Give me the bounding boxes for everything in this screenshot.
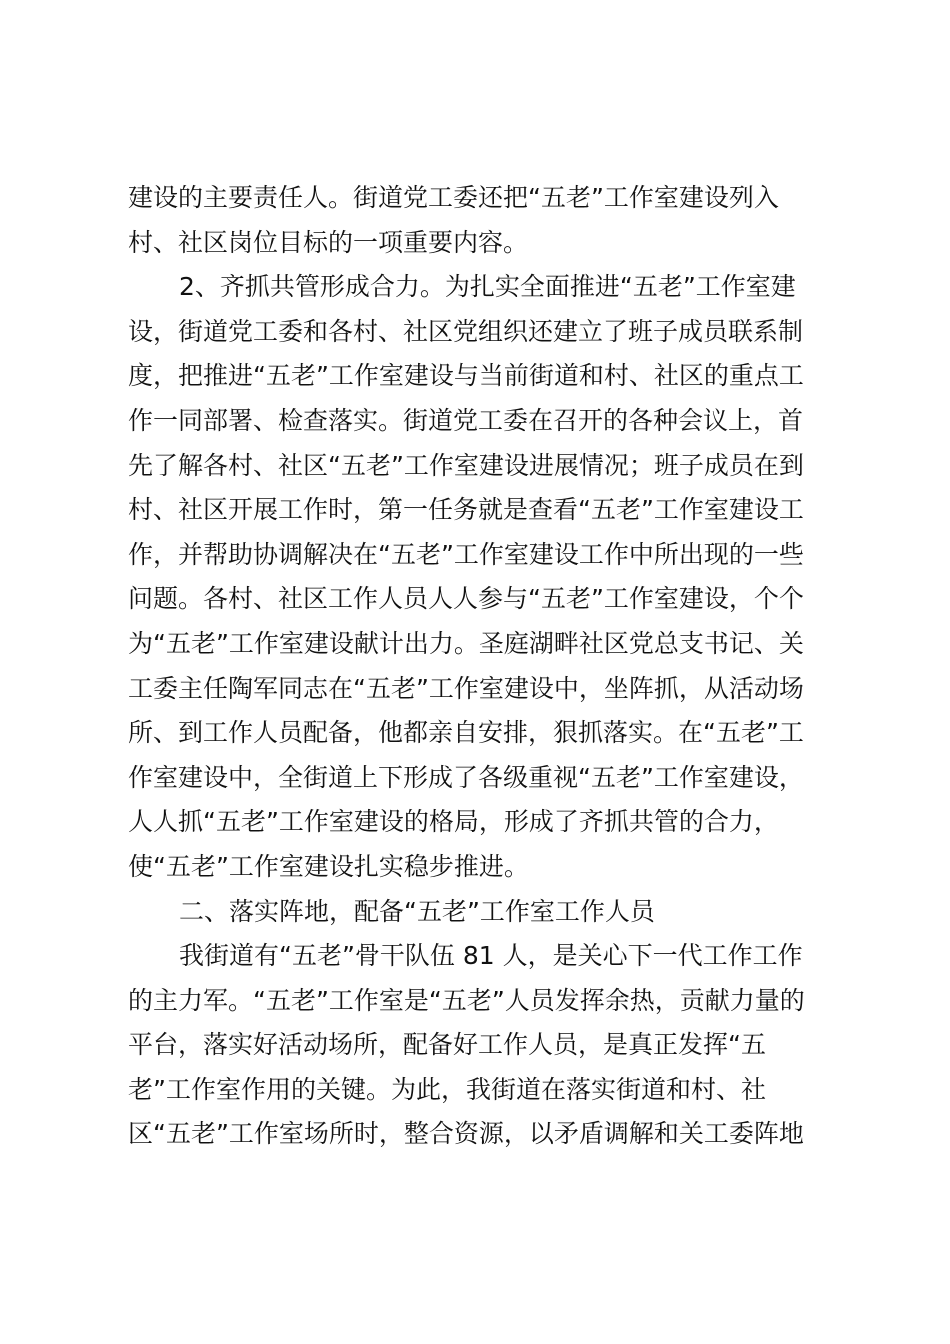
text-line: 村、社区开展工作时，第一任务就是查看“五老”工作室建设工 (128, 495, 804, 525)
text-line: 村、社区岗位目标的一项重要内容。 (128, 227, 529, 257)
section-heading: 二、落实阵地，配备“五老”工作室工作人员 (179, 896, 655, 926)
text-line: 设，街道党工委和各村、社区党组织还建立了班子成员联系制 (128, 316, 804, 346)
text-line: 作，并帮助协调解决在“五老”工作室建设工作中所出现的一些 (128, 539, 804, 569)
text-line: 先了解各村、社区“五老”工作室建设进展情况；班子成员在到 (128, 450, 804, 480)
text-line: 工委主任陶军同志在“五老”工作室建设中，坐阵抓，从活动场 (128, 673, 804, 703)
text-line: 人人抓“五老”工作室建设的格局，形成了齐抓共管的合力， (128, 807, 779, 837)
text-line: 的主力军。“五老”工作室是“五老”人员发挥余热，贡献力量的 (128, 985, 805, 1015)
text-line: 使“五老”工作室建设扎实稳步推进。 (128, 851, 529, 881)
text-line: 为“五老”工作室建设献计出力。圣庭湖畔社区党总支书记、关 (128, 628, 804, 658)
text-line: 平台，落实好活动场所，配备好工作人员，是真正发挥“五 (128, 1030, 766, 1060)
text-line: 问题。各村、社区工作人员人人参与“五老”工作室建设，个个 (128, 584, 804, 614)
document-body (128, 176, 828, 1157)
text-line: 区“五老”工作室场所时，整合资源，以矛盾调解和关工委阵地 (128, 1119, 804, 1149)
text-line: 作一同部署、检查落实。街道党工委在召开的各种会议上，首 (128, 405, 804, 435)
paragraph-start-line: 我街道有“五老”骨干队伍 81 人，是关心下一代工作工作 (179, 941, 803, 971)
paragraph-start-line: 2、齐抓共管形成合力。为扎实全面推进“五老”工作室建 (179, 272, 796, 302)
text-line: 老”工作室作用的关键。为此，我街道在落实街道和村、社 (128, 1074, 766, 1104)
text-line: 作室建设中，全街道上下形成了各级重视“五老”工作室建设， (128, 762, 804, 792)
text-line: 所、到工作人员配备，他都亲自安排，狠抓落实。在“五老”工 (128, 718, 804, 748)
text-line: 度，把推进“五老”工作室建设与当前街道和村、社区的重点工 (128, 361, 804, 391)
text-line: 建设的主要责任人。街道党工委还把“五老”工作室建设列入 (128, 183, 779, 212)
